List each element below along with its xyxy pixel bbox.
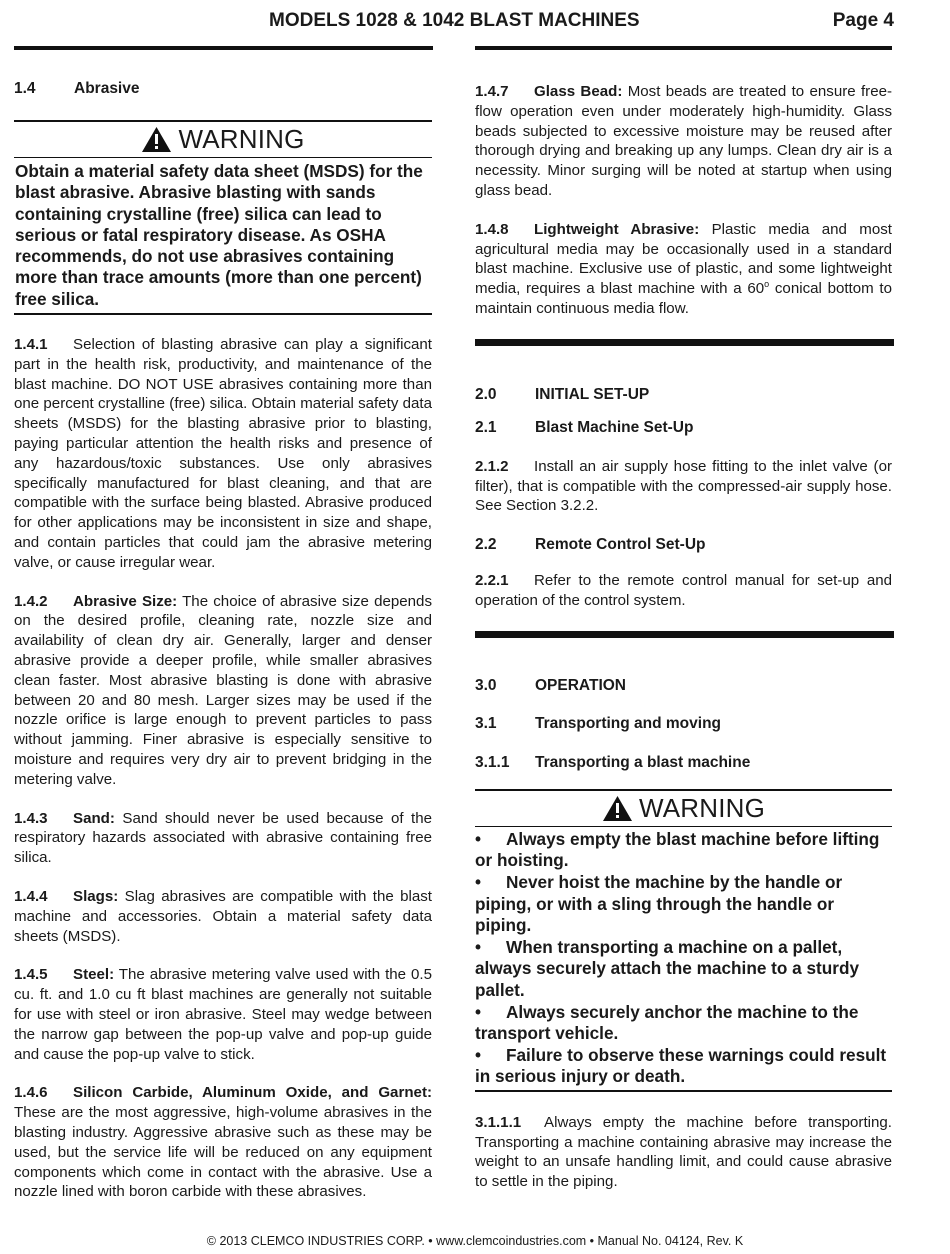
section-heading-3-1: 3.1 Transporting and moving [475,714,722,732]
paragraph-3-1-1-1: 3.1.1.1 Always empty the machine before transporting. Transporting a machine containing abrasive may increase the weight to an unsafe handling limit, and could cause abrasive to settle in the piping. [475,1113,892,1191]
paragraph-1-4-7: 1.4.7 Glass Bead: Most beads are treated to ensure free-flow operation even under moderately high-humidity. Glass beads subjected to excessive moisture may be reused after thorough drying and breaking up any lumps. Clean dry air is a necessity. Minor surging will be noted at startup when using glass bead. [475,83,893,199]
paragraph-1-4-3: 1.4.3 Sand: Sand should never be used because of the respiratory hazards associated with abrasive containing free silica. [14,809,432,867]
paragraph-2-2-1: 2.2.1 Refer to the remote control manual for set-up and operation of the control system. [475,572,892,609]
warning-triangle-icon [602,795,633,822]
section-divider [475,339,894,346]
warning-list-item: • Never hoist the machine by the handle or piping, or with a sling through the handle or piping. [475,871,843,936]
header-divider-right [475,46,892,50]
warning-label: WARNING [638,792,766,823]
section-heading-2-1: 2.1 Blast Machine Set-Up [475,418,694,436]
paragraph-1-4-8: 1.4.8 Lightweight Abrasive: Plastic media and most agricultural media may be occasionally used in a standard blast machine. Exclusive use of plastic, and some lightweight media, requires a blast machine with a 60$^o$ conical bottom to maintain continuous media flow. [475,220,893,317]
warning-box-msds [14,120,432,315]
warning-text: Obtain a material safety data sheet (MSDS) for the blast abrasive. Abrasive blasting with sands containing crystalline (free) silica can lead to serious or fatal respiratory disease. As OSHA recommends, do not use abrasives containing more than trace amounts (more than one percent) free silica. [15,161,423,309]
section-heading-3-0: 3.0 OPERATION [475,676,626,694]
section-heading-1-4: 1.4 Abrasive [14,80,140,97]
section-heading-3-1-1: 3.1.1 Transporting a blast machine [475,753,751,771]
section-heading-2-0: 2.0 INITIAL SET-UP [475,385,650,403]
paragraph-1-4-2: 1.4.2 Abrasive Size: The choice of abrasive size depends on the desired profile, cleaning rate, nozzle size and availability of clean dry air. Generally, larger and denser abrasive provide a deeper profile, while smaller abrasives clean faster. Most abrasive blasting is done with abrasive between 20 and 80 mesh. Larger sizes may be used if the nozzle orifice is large enough to prevent particles to pass without jamming. Finer abrasive is especially sensitive to moisture and requires very dry air to prevent bridging in the metering valve. [14,592,432,788]
warning-list-item: • Failure to observe these warnings could result in serious injury or death. [475,1044,887,1087]
paragraph-2-1-2: 2.1.2 Install an air supply hose fitting to the inlet valve (or filter), that is compatible with the compressed-air supply hose. See Section 3.2.2. [475,457,892,515]
warning-box-transport [475,789,892,1092]
page-footer: © 2013 CLEMCO INDUSTRIES CORP. • www.clemcoindustries.com • Manual No. 04124, Rev. K [206,1234,744,1248]
warning-header [14,122,432,158]
section-heading-2-2: 2.2 Remote Control Set-Up [475,536,706,554]
document-title: MODELS 1028 & 1042 BLAST MACHINES [269,10,640,31]
warning-triangle-icon [141,126,172,153]
warning-list [475,827,892,1090]
warning-label: WARNING [178,124,305,154]
left-column [14,62,432,1221]
header-divider-left [14,46,433,50]
warning-list-item: • Always securely anchor the machine to the transport vehicle. [475,1001,859,1044]
page-number: Page 4 [832,10,894,31]
paragraph-1-4-4: 1.4.4 Slags: Slag abrasives are compatible with the blast machine and accessories. Obtain a material safety data sheets (MSDS). [14,888,432,945]
right-column [475,62,892,1211]
paragraph-1-4-5: 1.4.5 Steel: The abrasive metering valve used with the 0.5 cu. ft. and 1.0 cu ft blast machines are generally not suitable for use with steel or iron abrasive. Steel may wedge between the narrow gap between the pop-up valve and pop-up guide and cause the pop-up valve to stick. [14,966,432,1063]
warning-header [475,791,892,827]
warning-list-item: • When transporting a machine on a pallet, always securely attach the machine to a sturdy pallet. [475,936,860,1000]
section-divider [475,631,894,638]
warning-list-item: • Always empty the blast machine before lifting or hoisting. [475,828,880,871]
page-header [14,10,894,34]
paragraph-1-4-1: 1.4.1 Selection of blasting abrasive can play a significant part in the health risk, productivity, and maintenance of the blast machine. DO NOT USE abrasives containing more than one percent crystalline (free) silica. Obtain material safety data sheets (MSDS) for the blasting abrasive prior to blasting, paying particular attention the health risks and presence of any hazardous/toxic substances. Use only abrasives specifically manufactured for blast cleaning, and that are compatible with the surface being blasted. Abrasive produced for other applications may be inconsistent in size and shape, and contain particles that could jam the abrasive metering valve, or cause irregular wear. [14,336,432,571]
paragraph-1-4-6: 1.4.6 Silicon Carbide, Aluminum Oxide, and Garnet: These are the most aggressive, high-volume abrasives in the blasting industry. Aggressive abrasive such as these may be used, but the service life will be reduced on any equipment components which come in contact with the abrasive. Use a nozzle lined with boron carbide with these abrasives. [14,1084,432,1201]
